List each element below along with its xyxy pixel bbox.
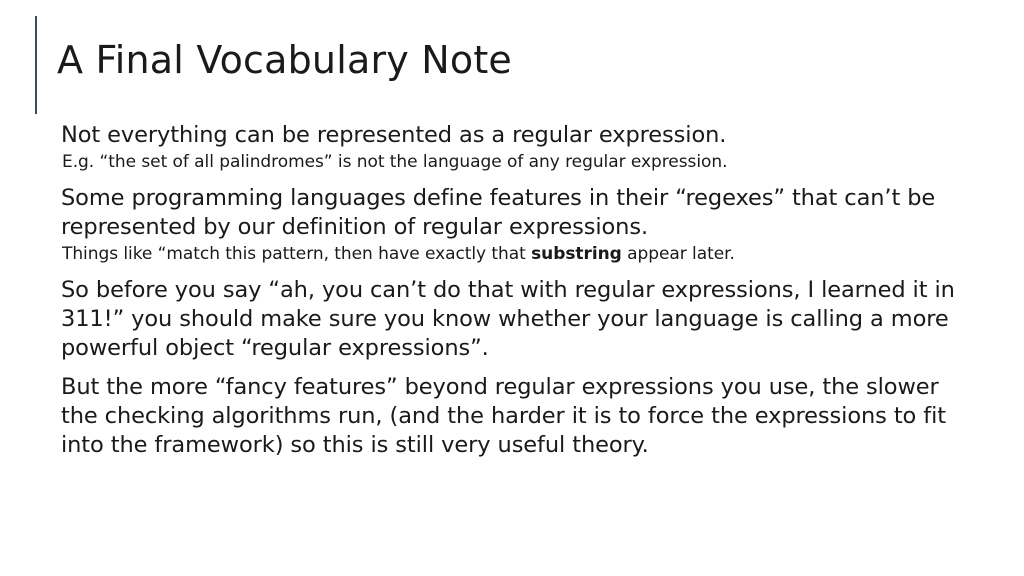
- bullet-4: But the more “fancy features” beyond regular expressions you use, the slower the checking algorithms run, (and the harder it is to force the expressions to fit into the framework) so this is still very useful theory.: [61, 374, 946, 458]
- bullet-2-sub-emphasis: substring: [531, 244, 622, 264]
- slide-title: A Final Vocabulary Note: [57, 38, 512, 82]
- bullet-1-sub: E.g. “the set of all palindromes” is not the language of any regular expression.: [62, 152, 728, 172]
- slide-body: [61, 121, 981, 460]
- bullet-1: Not everything can be represented as a regular expression.: [61, 122, 727, 148]
- bullet-3: So before you say “ah, you can’t do that with regular expressions, I learned it in 311!” you should make sure you know whether your language is calling a more powerful object “regular expressions”.: [61, 277, 955, 361]
- bullet-2-sub-after: appear later.: [621, 244, 735, 264]
- bullet-2-sub: [62, 242, 981, 266]
- title-accent-bar: [35, 16, 37, 114]
- bullet-2-sub-before: Things like “match this pattern, then have exactly that: [62, 244, 532, 264]
- bullet-2: Some programming languages define features in their “regexes” that can’t be represented by our definition of regular expressions.: [61, 185, 936, 240]
